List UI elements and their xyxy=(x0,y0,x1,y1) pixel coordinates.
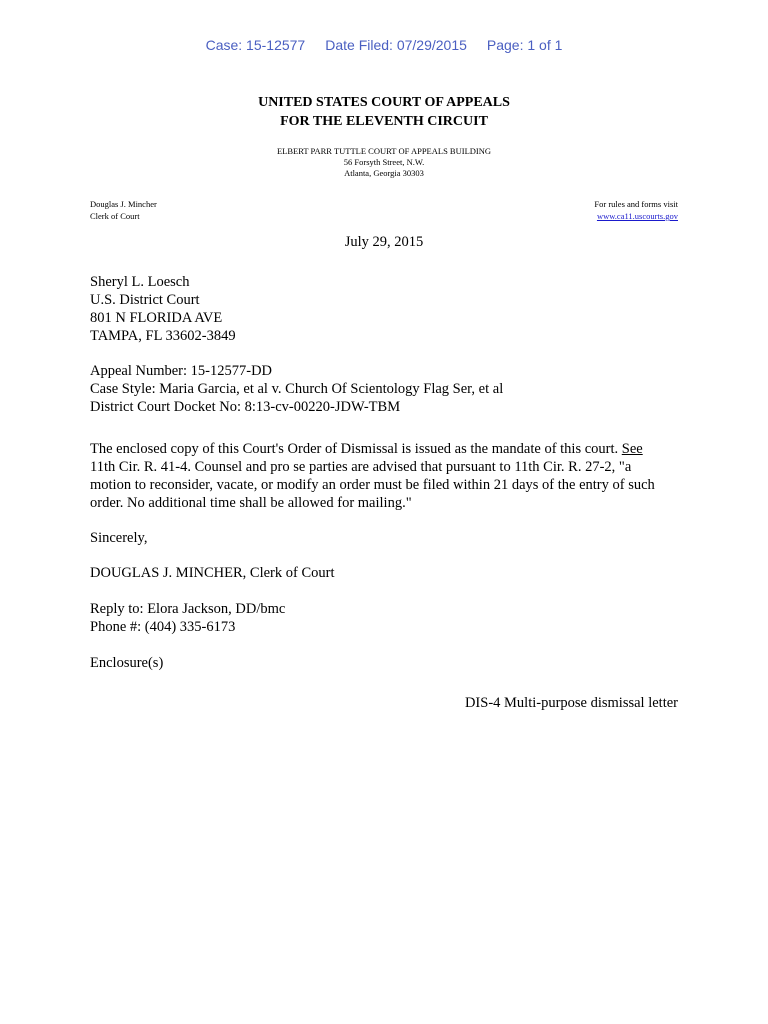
building-address xyxy=(0,146,768,179)
letter-date: July 29, 2015 xyxy=(344,234,424,250)
recipient-org: U.S. District Court xyxy=(90,292,200,308)
building-name: ELBERT PARR TUTTLE COURT OF APPEALS BUILDING xyxy=(276,146,492,156)
court-title xyxy=(0,93,768,131)
building-city: Atlanta, Georgia 30303 xyxy=(344,168,424,178)
building-street: 56 Forsyth Street, N.W. xyxy=(343,157,425,167)
closing: Sincerely, xyxy=(90,530,148,546)
see-reference: See xyxy=(621,441,643,457)
clerk-name: Douglas J. Mincher xyxy=(90,199,157,209)
body-line2: 11th Cir. R. 41-4. Counsel and pro se parties are advised that pursuant to 11th Cir. R. 27-2, "a xyxy=(90,459,632,475)
page-number: Page: 1 of 1 xyxy=(486,37,563,53)
court-title-line1: UNITED STATES COURT OF APPEALS xyxy=(258,95,510,110)
filing-stamp xyxy=(0,37,768,53)
signer: DOUGLAS J. MINCHER, Clerk of Court xyxy=(90,565,335,581)
body-line4: order. No additional time shall be allowed for mailing." xyxy=(90,495,412,511)
form-id: DIS-4 Multi-purpose dismissal letter xyxy=(464,695,678,711)
case-info xyxy=(90,362,680,416)
recipient-street: 801 N FLORIDA AVE xyxy=(90,310,223,326)
case-style: Case Style: Maria Garcia, et al v. Church Of Scientology Flag Ser, et al xyxy=(90,381,504,397)
docket-number: District Court Docket No: 8:13-cv-00220-JDW-TBM xyxy=(90,399,401,415)
reply-to: Reply to: Elora Jackson, DD/bmc xyxy=(90,601,286,617)
clerk-title: Clerk of Court xyxy=(90,211,140,221)
court-website-link[interactable]: www.ca11.uscourts.gov xyxy=(596,211,678,221)
recipient-name: Sheryl L. Loesch xyxy=(90,274,190,290)
letter-body xyxy=(90,440,682,512)
appeal-number: Appeal Number: 15-12577-DD xyxy=(90,363,273,379)
body-line3: motion to reconsider, vacate, or modify an order must be filed within 21 days of the entry of such xyxy=(90,477,655,493)
rules-header xyxy=(594,198,678,222)
case-number: Case: 15-12577 xyxy=(205,37,306,53)
reply-info xyxy=(90,600,680,636)
rules-text: For rules and forms visit xyxy=(594,199,678,209)
enclosure: Enclosure(s) xyxy=(90,655,164,671)
recipient-address xyxy=(90,273,680,345)
phone-number: Phone #: (404) 335-6173 xyxy=(90,619,236,635)
date-filed: Date Filed: 07/29/2015 xyxy=(325,37,467,53)
clerk-header xyxy=(90,198,157,222)
recipient-city: TAMPA, FL 33602-3849 xyxy=(90,328,236,344)
body-line1: The enclosed copy of this Court's Order of Dismissal is issued as the mandate of this court. xyxy=(90,441,622,457)
court-title-line2: FOR THE ELEVENTH CIRCUIT xyxy=(280,114,488,129)
